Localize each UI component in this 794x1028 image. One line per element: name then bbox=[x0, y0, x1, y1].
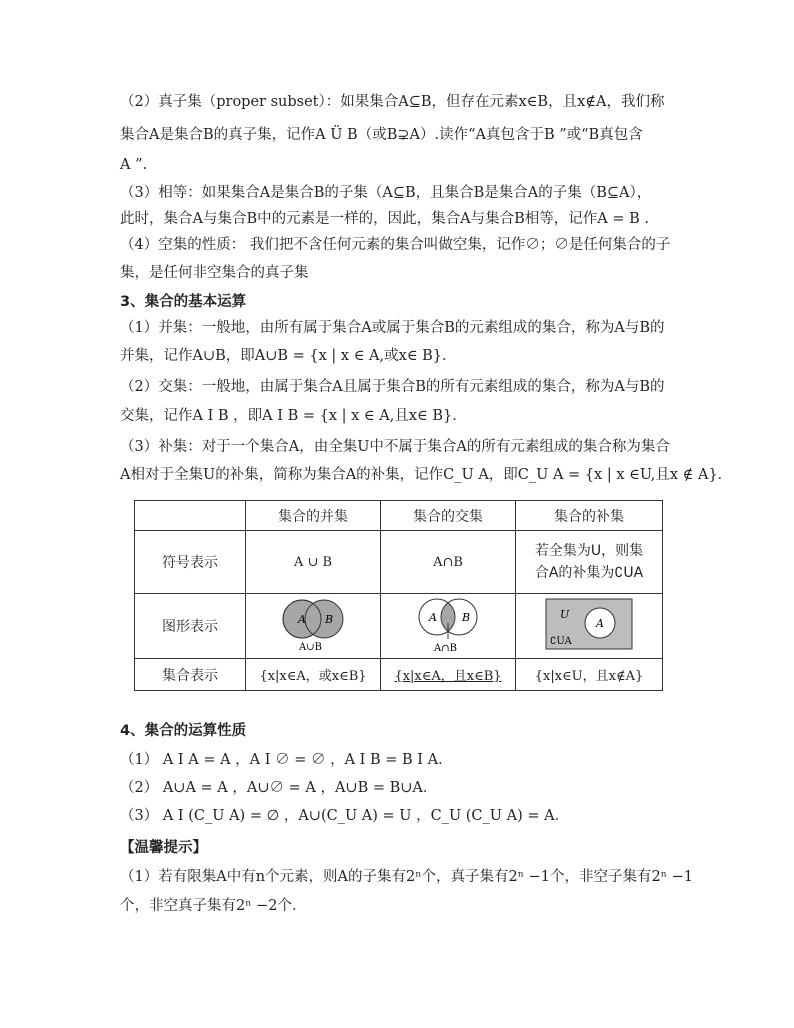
complement-symbol-line-2: 合A的补集为∁UA bbox=[534, 565, 644, 581]
intersection-label-b: B bbox=[462, 611, 471, 624]
union-circle-b bbox=[305, 600, 343, 638]
proper-subset-line-1: （2）真子集（proper subset）：如果集合A⊆B，但存在元素x∈B，且x∉A，我们称 bbox=[120, 94, 665, 110]
complement-line-1: （3）补集：对于一个集合A，由全集U中不属于集合A的所有元素组成的集合称为集合 bbox=[120, 439, 670, 455]
complement-symbol bbox=[516, 531, 663, 594]
row-label-diagram: 图形表示 bbox=[135, 594, 246, 659]
union-label-a: A bbox=[298, 613, 306, 626]
table-corner bbox=[135, 501, 246, 531]
union-line-1: （1）并集：一般地，由所有属于集合A或属于集合B的元素组成的集合，称为A与B的 bbox=[120, 320, 665, 336]
union-venn-diagram bbox=[268, 595, 358, 653]
complement-diagram-cell bbox=[516, 594, 663, 659]
union-set-notation: {x|x∈A，或x∈B} bbox=[246, 659, 381, 691]
union-label-b: B bbox=[325, 613, 334, 626]
intersection-caption: A∩B bbox=[434, 643, 457, 653]
section-3-heading: 3、集合的基本运算 bbox=[120, 294, 247, 310]
complement-label-a: A bbox=[596, 617, 604, 630]
equality-line-1: （3）相等：如果集合A是集合B的子集（A⊆B，且集合B是集合A的子集（B⊆A）， bbox=[120, 185, 652, 201]
tip-line-1: （1）若有限集A中有n个元素，则A的子集有2ⁿ个，真子集有2ⁿ −1个，非空子集有2ⁿ −1 bbox=[120, 869, 693, 885]
intersection-diagram-cell bbox=[381, 594, 516, 659]
union-diagram-cell bbox=[246, 594, 381, 659]
intersection-set-notation: {x|x∈A，且x∈B} bbox=[381, 659, 516, 691]
intersection-line-2: 交集，记作A I B ，即A I B = {x | x ∈ A,且x∈ B}． bbox=[120, 408, 467, 424]
property-line-1: （1） A I A = A ，A I ∅ = ∅ ，A I B = B I A． bbox=[120, 752, 453, 768]
tips-heading: 【温馨提示】 bbox=[120, 840, 207, 856]
tip-line-2: 个，非空真子集有2ⁿ −2个． bbox=[120, 898, 307, 914]
header-intersection: 集合的交集 bbox=[381, 501, 516, 531]
complement-venn-diagram bbox=[544, 597, 634, 651]
property-line-2: （2） A∪A = A ，A∪∅ = A ，A∪B = B∪A． bbox=[120, 780, 438, 796]
header-complement: 集合的补集 bbox=[516, 501, 663, 531]
complement-line-2: A相对于全集U的补集，简称为集合A的补集，记作C_U A，即C_U A = {x | x ∈U,且x ∉ A}． bbox=[120, 467, 733, 483]
complement-set-notation: {x|x∈U，且x∉A} bbox=[516, 659, 663, 691]
complement-symbol-line-1: 若全集为U，则集 bbox=[534, 543, 644, 559]
proper-subset-line-3: A ”. bbox=[120, 157, 148, 173]
union-symbol: A ∪ B bbox=[246, 531, 381, 594]
equality-line-2: 此时，集合A与集合B中的元素是一样的，因此，集合A与集合B相等，记作A = B . bbox=[120, 211, 649, 227]
intersection-line-1: （2）交集：一般地，由属于集合A且属于集合B的所有元素组成的集合，称为A与B的 bbox=[120, 379, 665, 395]
intersection-symbol: A∩B bbox=[381, 531, 516, 594]
union-line-2: 并集，记作A∪B，即A∪B = {x | x ∈ A,或x∈ B}． bbox=[120, 348, 457, 364]
proper-subset-line-2: 集合A是集合B的真子集，记作A Ü B（或B⊋A）.读作“A真包含于B ”或“B真包含 bbox=[120, 127, 643, 143]
set-operations-table bbox=[134, 500, 663, 691]
complement-caption: ∁UA bbox=[550, 636, 572, 647]
intersection-label-a: A bbox=[429, 611, 437, 624]
intersection-venn-diagram bbox=[403, 595, 493, 653]
empty-set-line-2: 集，是任何非空集合的真子集 bbox=[120, 265, 309, 281]
section-4-heading: 4、集合的运算性质 bbox=[120, 723, 247, 739]
property-line-3: （3） A I (C_U A) = ∅ ，A∪(C_U A) = U ，C_U (C_U A) = A． bbox=[120, 808, 570, 824]
union-caption: A∪B bbox=[299, 642, 322, 653]
empty-set-line-1: （4）空集的性质： 我们把不含任何元素的集合叫做空集，记作∅；∅是任何集合的子 bbox=[120, 237, 671, 253]
header-union: 集合的并集 bbox=[246, 501, 381, 531]
row-label-symbol: 符号表示 bbox=[135, 531, 246, 594]
complement-label-u: U bbox=[560, 608, 570, 621]
row-label-set: 集合表示 bbox=[135, 659, 246, 691]
